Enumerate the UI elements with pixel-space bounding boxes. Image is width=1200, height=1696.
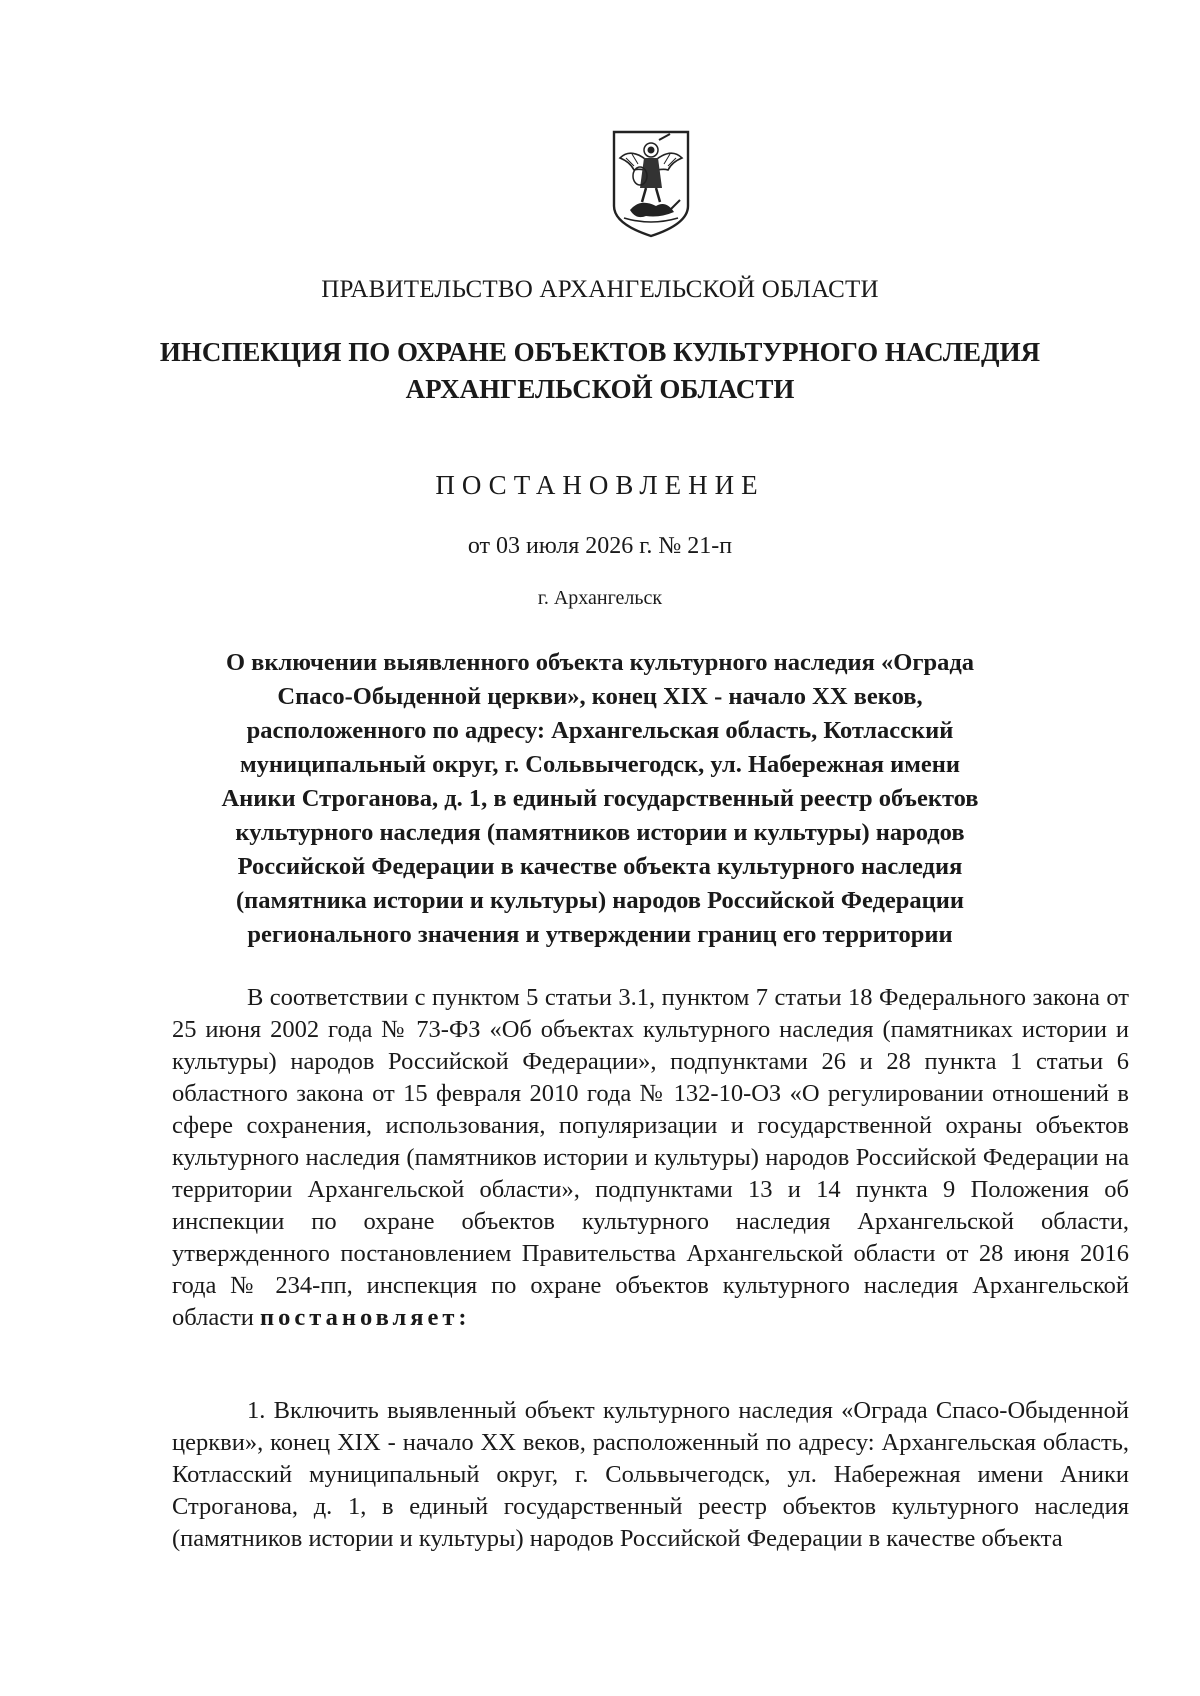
- government-title: ПРАВИТЕЛЬСТВО АРХАНГЕЛЬСКОЙ ОБЛАСТИ: [321, 276, 879, 303]
- decree-city: г. Архангельск: [537, 587, 663, 609]
- decree-date-number: от 03 июля 2026 г. № 21-п: [467, 533, 733, 559]
- coat-of-arms-icon: [610, 128, 692, 240]
- inspection-title: [0, 334, 1200, 408]
- resolves-word: постановляет:: [260, 1304, 471, 1331]
- decree-heading: ПОСТАНОВЛЕНИЕ: [435, 470, 765, 500]
- preamble-paragraph: [172, 982, 1129, 1334]
- item-1-paragraph: 1. Включить выявленный объект культурного наследия «Ограда Спасо-Обыденной церкви», конец XIX - начало XX веков, расположенный по адресу: Архангельская область, Котласский муниципальный округ, г. Сольвычегодск, ул. Набережная имени Аники Строганова, д. 1, в единый государственный реестр объектов культурного наследия (памятников истории и культуры) народов Российской Федерации в качестве объекта: [172, 1397, 1130, 1552]
- inspection-title-line2: АРХАНГЕЛЬСКОЙ ОБЛАСТИ: [405, 374, 795, 404]
- preamble-text: В соответствии с пунктом 5 статьи 3.1, пунктом 7 статьи 18 Федерального закона от 25 июня 2002 года № 73-ФЗ «Об объектах культурного наследия (памятниках истории и культуры) народов Российской Федерации», подпунктами 26 и 28 пункта 1 статьи 6 областного закона от 15 февраля 2010 года № 132-10-ОЗ «О регулировании отношений в сфере сохранения, использования, популяризации и государственной охраны объектов культурного наследия (памятников истории и культуры) народов Российской Федерации на территории Архангельской области», подпунктами 13 и 14 пункта 9 Положения об инспекции по охране объектов культурного наследия Архангельской области, утвержденного постановлением Правительства Архангельской области от 28 июня 2016 года № 234-пп, инспекция по охране объектов культурного наследия Архангельской области: [172, 984, 1129, 1331]
- inspection-title-line1: ИНСПЕКЦИЯ ПО ОХРАНЕ ОБЪЕКТОВ КУЛЬТУРНОГО НАСЛЕДИЯ: [159, 337, 1041, 367]
- decree-subject: О включении выявленного объекта культурного наследия «Ограда Спасо-Обыденной церкви», конец XIX - начало XX веков, расположенного по адресу: Архангельская область, Котласский муниципальный округ, г. Сольвычегодск, ул. Набережная имени Аники Строганова, д. 1, в единый государственный реестр объектов культурного наследия (памятников истории и культуры) народов Российской Федерации в качестве объекта культурного наследия (памятника истории и культуры) народов Российской Федерации регионального значения и утверждении границ его территории: [221, 649, 979, 948]
